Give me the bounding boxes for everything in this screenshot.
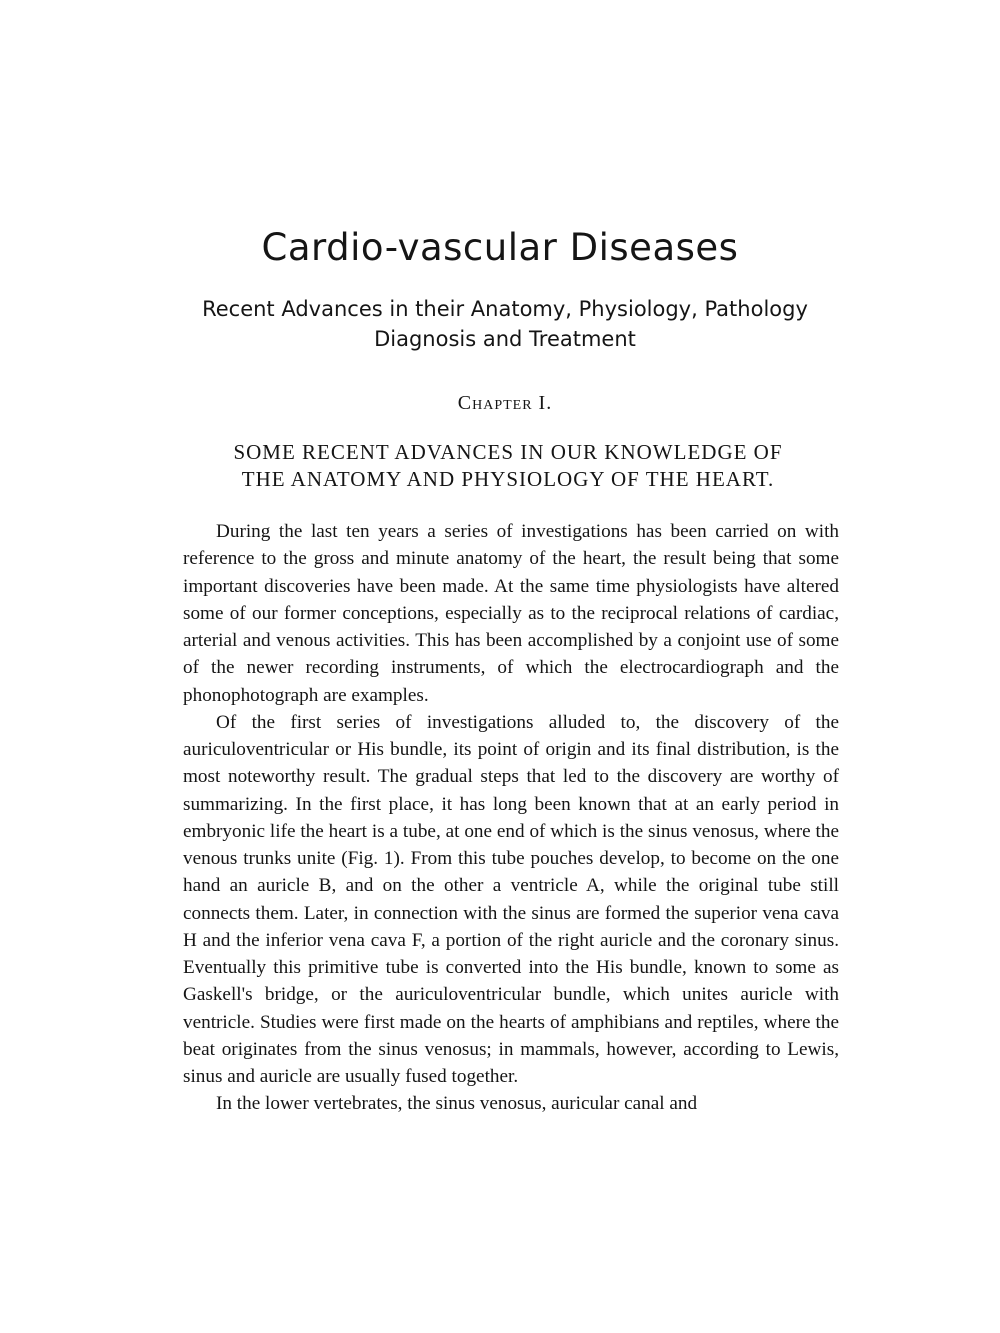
chapter-label: Chapter I. [457, 392, 553, 414]
book-subtitle [0, 294, 1000, 354]
subtitle-line-2: Diagnosis and Treatment [374, 327, 636, 351]
paragraph: In the lower vertebrates, the sinus venosus, auricular canal and [216, 1093, 698, 1115]
subtitle-line-1: Recent Advances in their Anatomy, Physiology, Pathology [202, 297, 808, 321]
paragraph: Of the first series of investigations alluded to, the discovery of the auriculoventricular or His bundle, its point of origin and its final distribution, is the most noteworthy result. The gradual steps that led to the discovery are worthy of summarizing. In the first place, it has long been known that at an early period in embryonic life the heart is a tube, at one end of which is the sinus venosus, where the venous trunks unite (Fig. 1). From this tube pouches develop, to become on the one hand an auricle B, and on the other a ventricle A, while the original tube still connects them. Later, in connection with the sinus are formed the superior vena cava H and the inferior vena cava F, a portion of the right auricle and the coronary sinus. Eventually this primitive tube is converted into the His bundle, known to some as Gaskell's bridge, or the auriculoventricular bundle, which unites auricle with ventricle. Studies were first made on the hearts of amphibians and reptiles, where the beat originates from the sinus venosus; in mammals, however, according to Lewis, sinus and auricle are usually fused together. [183, 711, 839, 1087]
body-text [183, 518, 839, 1118]
chapter-heading-line-1: SOME RECENT ADVANCES IN OUR KNOWLEDGE OF [233, 440, 783, 464]
book-title: Cardio-vascular Diseases [261, 226, 739, 269]
chapter-heading [0, 439, 1000, 493]
chapter-heading-line-2: THE ANATOMY AND PHYSIOLOGY OF THE HEART. [241, 467, 775, 491]
paragraph: During the last ten years a series of investigations has been carried on with reference to the gross and minute anatomy of the heart, the result being that some important discoveries have been made. At the same time physiologists have altered some of our former conceptions, especially as to the reciprocal relations of cardiac, arterial and venous activities. This has been accomplished by a conjoint use of some of the newer recording instruments, of which the electrocardiograph and the phonophotograph are examples. [183, 521, 839, 706]
